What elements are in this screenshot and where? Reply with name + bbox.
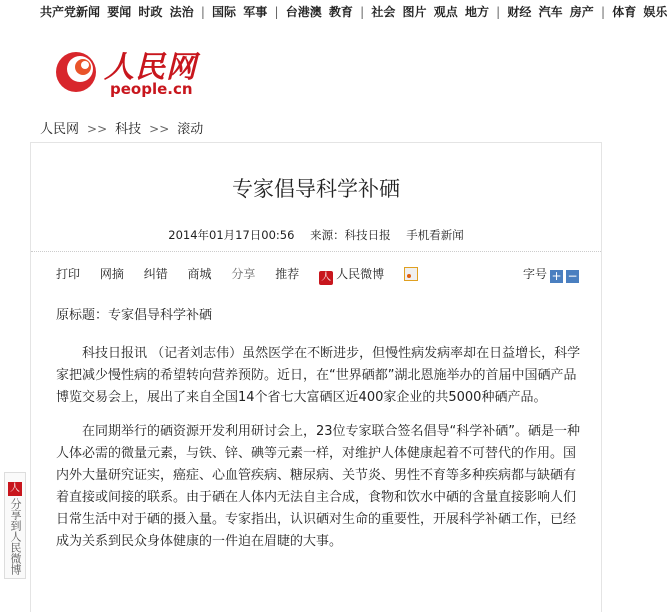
- breadcrumb-separator: >>: [149, 122, 170, 136]
- nav-link[interactable]: 汽车: [538, 5, 563, 19]
- weibo-label: 人民微博: [336, 267, 385, 281]
- article-toolbar: [56, 265, 418, 285]
- logo-swirl-icon: [50, 42, 106, 98]
- rss-icon[interactable]: [404, 267, 418, 281]
- font-increase-button[interactable]: +: [551, 269, 562, 283]
- nav-link[interactable]: 社会: [371, 5, 396, 19]
- side-share-label: 分享到人民微博: [9, 498, 22, 575]
- article-container: [30, 142, 602, 612]
- nav-link[interactable]: 观点: [433, 5, 458, 19]
- nav-link[interactable]: 台港澳: [285, 5, 322, 19]
- article-date: 2014年01月17日00:56: [168, 228, 295, 242]
- weibo-button[interactable]: [319, 265, 384, 285]
- nav-link[interactable]: 娱乐: [643, 5, 668, 19]
- breadcrumb: [40, 118, 203, 137]
- nav-divider: |: [274, 5, 279, 19]
- nav-link[interactable]: 法治: [169, 5, 194, 19]
- web-excerpt-button[interactable]: 网摘: [99, 267, 124, 281]
- nav-link[interactable]: 要闻: [107, 5, 132, 19]
- logo-text-cn: 人民网: [104, 50, 197, 85]
- article-source[interactable]: 来源：科技日报: [310, 228, 391, 242]
- article-body: [56, 305, 582, 565]
- nav-link[interactable]: 房产: [569, 5, 594, 19]
- mobile-news-link[interactable]: 手机看新闻: [406, 228, 464, 242]
- breadcrumb-item[interactable]: 科技: [115, 122, 142, 137]
- correct-button[interactable]: 纠错: [143, 267, 168, 281]
- article-paragraph: 科技日报讯 （记者刘志伟）虽然医学在不断进步，但慢性病发病率却在日益增长，科学家把减少慢性病的希望转向营养预防。近日，在“世界硒都”湖北恩施举办的首届中国硒产品博览交易会上，展出了来自全国14个省七大富硒区近400家企业的共5000种硒产品。: [56, 346, 581, 405]
- mall-button[interactable]: 商城: [187, 267, 212, 281]
- original-title: 原标题：专家倡导科学补硒: [56, 308, 213, 323]
- weibo-icon: 人: [10, 483, 20, 494]
- nav-divider: |: [360, 5, 365, 19]
- font-size-control: [523, 265, 579, 283]
- print-button[interactable]: 打印: [56, 267, 81, 281]
- article-paragraph: 在同期举行的硒资源开发利用研讨会上，23位专家联合签名倡导“科学补硒”。硒是一种人体必需的微量元素，与铁、锌、碘等元素一样，对维护人体健康起着不可替代的作用。国内外大量研究证实，癌症、心血管疾病、糖尿病、关节炎、男性不育等多种疾病都与缺硒有着直接或间接的联系。由于硒在人体内无法自主合成，食物和饮水中硒的含量直接影响人们日常生活中对于硒的摄入量。专家指出，认识硒对生命的重要性，开展科学补硒工作，已经成为关系到民众身体健康的一件迫在眉睫的大事。: [56, 424, 581, 549]
- nav-link[interactable]: 共产党新闻: [40, 5, 101, 19]
- nav-link[interactable]: 图片: [402, 5, 427, 19]
- article-title: 专家倡导科学补硒: [232, 177, 400, 201]
- nav-link[interactable]: 教育: [328, 5, 353, 19]
- share-button[interactable]: 分享: [231, 267, 256, 281]
- nav-link[interactable]: 财经: [507, 5, 532, 19]
- logo-text-en: people.cn: [110, 80, 193, 98]
- nav-divider: |: [496, 5, 501, 19]
- nav-link[interactable]: 军事: [243, 5, 268, 19]
- nav-link[interactable]: 体育: [612, 5, 637, 19]
- breadcrumb-separator: >>: [87, 122, 108, 136]
- nav-link[interactable]: 时政: [138, 5, 163, 19]
- site-logo[interactable]: [50, 42, 200, 98]
- weibo-icon: 人: [321, 272, 332, 283]
- breadcrumb-item[interactable]: 滚动: [177, 122, 204, 137]
- nav-link[interactable]: 地方: [464, 5, 489, 19]
- nav-divider: |: [200, 5, 205, 19]
- divider: [31, 251, 601, 252]
- recommend-button[interactable]: 推荐: [275, 267, 300, 281]
- top-nav: [0, 0, 668, 24]
- breadcrumb-item[interactable]: 人民网: [40, 122, 80, 137]
- font-decrease-button[interactable]: −: [567, 269, 578, 283]
- nav-divider: |: [600, 5, 606, 19]
- article-meta: [31, 227, 601, 243]
- font-size-label: 字号: [522, 267, 547, 281]
- side-share-weibo[interactable]: [4, 472, 26, 579]
- nav-link[interactable]: 国际: [212, 5, 237, 19]
